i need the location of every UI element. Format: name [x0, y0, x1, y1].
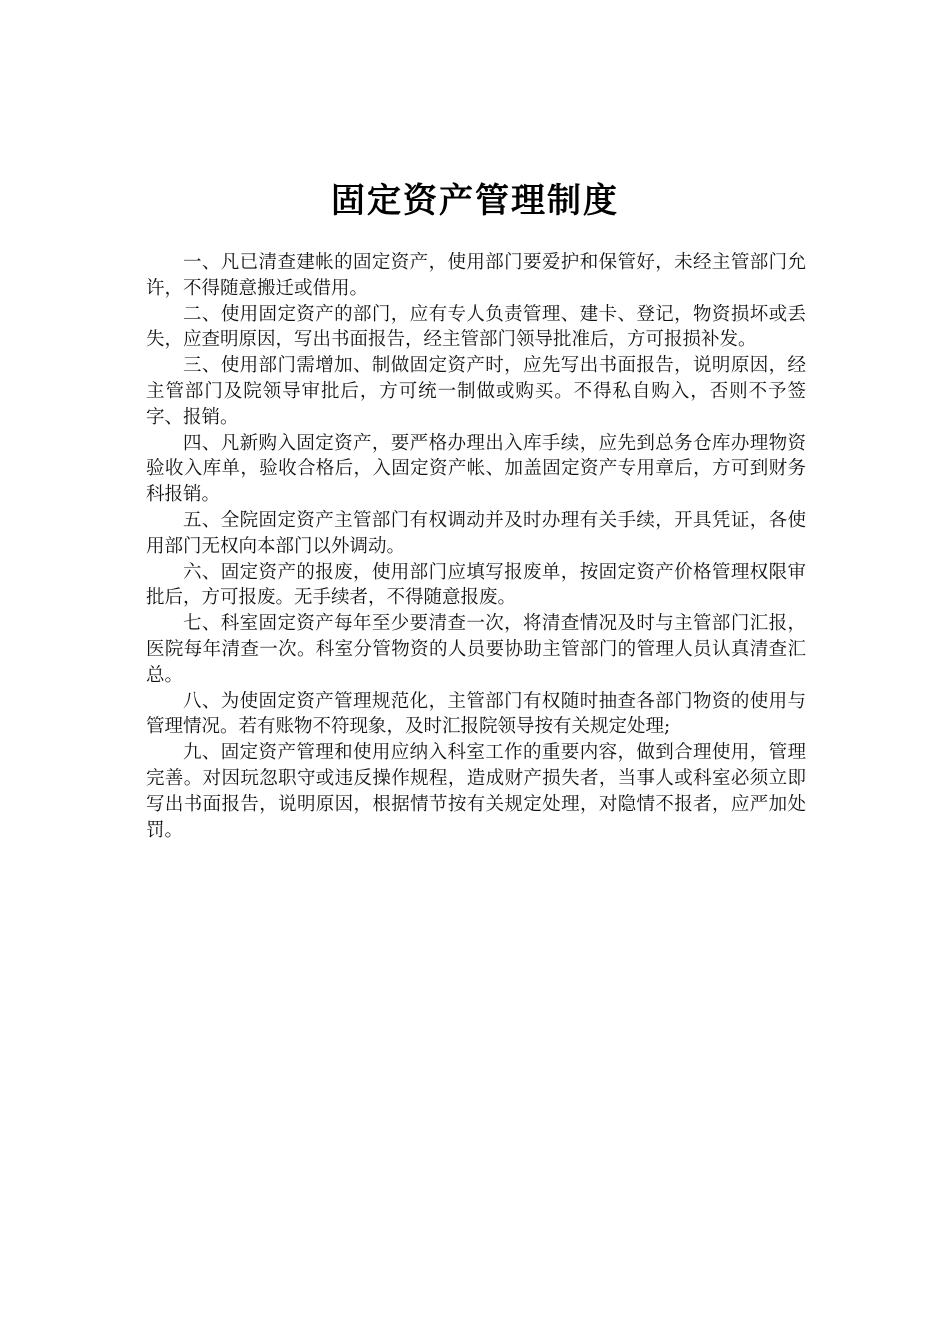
- paragraph-4: 四、凡新购入固定资产，要严格办理出入库手续，应先到总务仓库办理物资验收入库单，验收合格后，入固定资产帐、加盖固定资产专用章后，方可到财务科报销。: [146, 432, 806, 506]
- paragraph-5: 五、全院固定资产主管部门有权调动并及时办理有关手续，开具凭证，各使用部门无权向本部门以外调动。: [146, 509, 806, 557]
- paragraph-6: 六、固定资产的报废，使用部门应填写报废单，按固定资产价格管理权限审批后，方可报废。无手续者，不得随意报废。: [146, 561, 806, 609]
- paragraph-2: 二、使用固定资产的部门，应有专人负责管理、建卡、登记，物资损坏或丢失，应查明原因，写出书面报告，经主管部门领导批准后，方可报损补发。: [146, 303, 806, 351]
- paragraph-7: 七、科室固定资产每年至少要清查一次，将清查情况及时与主管部门汇报，医院每年清查一次。科室分管物资的人员要协助主管部门的管理人员认真清查汇总。: [146, 613, 806, 686]
- paragraph-1: 一、凡已清查建帐的固定资产，使用部门要爱护和保管好，未经主管部门允许，不得随意搬迁或借用。: [146, 252, 806, 299]
- document-body: [146, 250, 806, 843]
- paragraph-9: 九、固定资产管理和使用应纳入科室工作的重要内容，做到合理使用，管理完善。对因玩忽职守或违反操作规程，造成财产损失者，当事人或科室必须立即写出书面报告，说明原因，根据情节按有关规定处理，对隐情不报者，应严加处罚。: [146, 742, 806, 841]
- document-title: 固定资产管理制度: [331, 181, 619, 221]
- paragraph-8: 八、为使固定资产管理规范化，主管部门有权随时抽查各部门物资的使用与管理情况。若有账物不符现象，及时汇报院领导按有关规定处理;: [146, 690, 806, 738]
- paragraph-3: 三、使用部门需增加、制做固定资产时，应先写出书面报告，说明原因，经主管部门及院领导审批后，方可统一制做或购买。不得私自购入，否则不予签字、报销。: [146, 355, 806, 428]
